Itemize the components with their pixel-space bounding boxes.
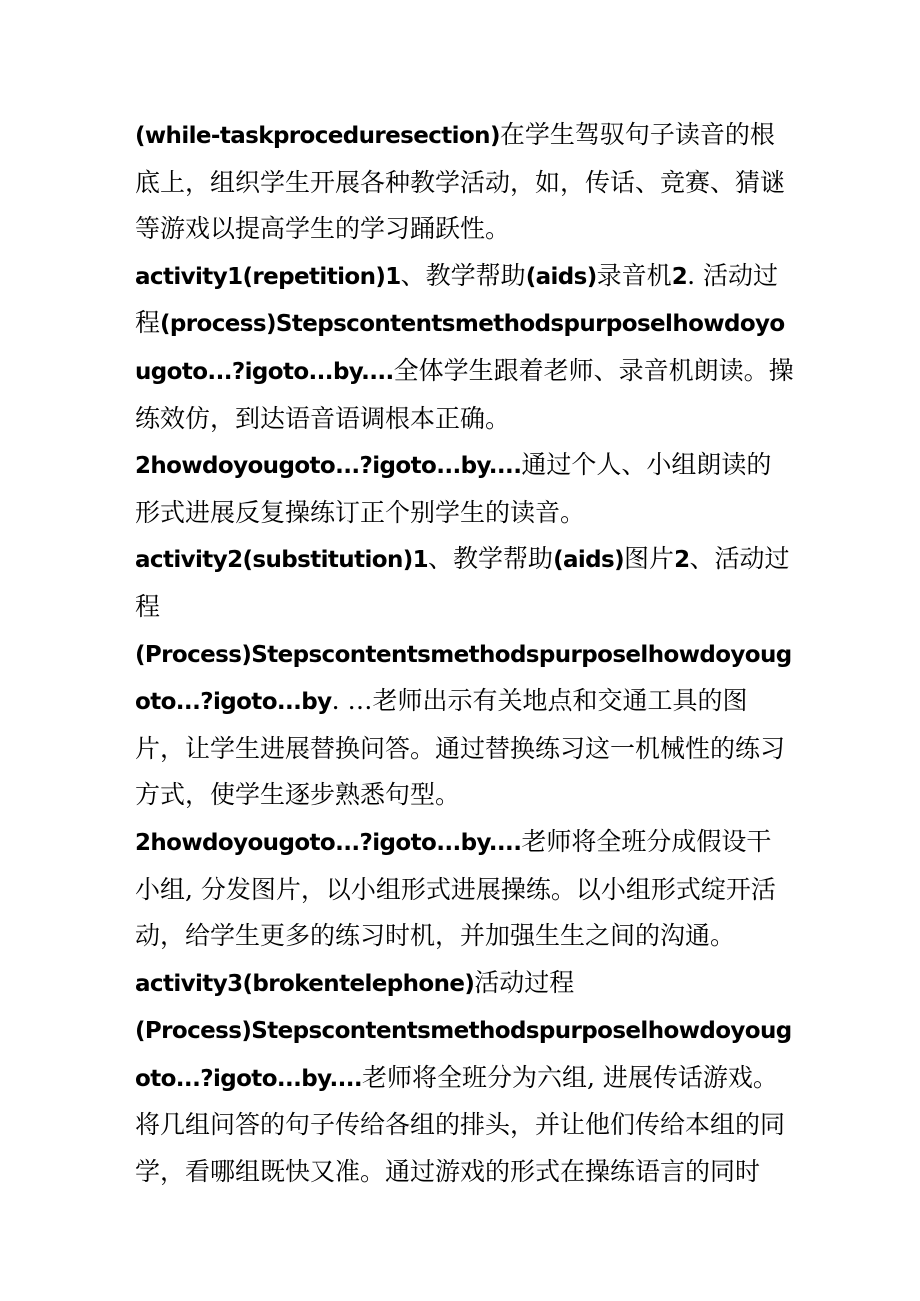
text-run: 2: [671, 263, 688, 290]
text-run: 活动过程: [474, 967, 575, 997]
paragraph-activity1: [135, 253, 795, 442]
text-run: 全体学生跟着老师、录音机朗读。操练效仿，到达语音语调根本正确。: [135, 355, 794, 433]
text-run: 老师将全班分成假设干小组, 分发图片，以小组形式进展操练。以小组形式绽开活动，给学生更多的练习时机，并加强生生之间的沟通。: [135, 826, 776, 951]
paragraph-activity3-process: [135, 1007, 795, 1195]
text-run: 2howdoyougoto...?igoto...by....: [135, 829, 522, 856]
text-run: 2: [674, 547, 690, 574]
text-run: 老师将全班分为六组, 进展传话游戏。将几组问答的句子传给各组的排头，并让他们传给本组的同学，看哪组既快又准。通过游戏的形式在操练语言的同时: [135, 1062, 786, 1187]
text-run: 通过个人、小组朗读的形式进展反复操练订正个别学生的读音。: [135, 450, 772, 527]
text-run: 、活动过程: [135, 544, 790, 621]
text-run: activity3(brokentelephone): [135, 970, 475, 997]
text-run: (aids): [553, 547, 625, 574]
text-run: . 活动过程: [135, 260, 778, 338]
paragraph-while-task-section: [135, 112, 795, 253]
text-run: . …老师出示有关地点和交通工具的图片，让学生进展替换问答。通过替换练习这一机械性的练习方式，使学生逐步熟悉句型。: [135, 686, 786, 810]
text-run: 录音机: [596, 260, 672, 290]
text-run: 2howdoyougoto...?igoto...by....: [135, 453, 522, 480]
text-run: (Process)Stepscontentsmethodspurposelhowdoyougoto...?igoto...by: [135, 641, 792, 716]
document-body: [135, 112, 795, 1196]
paragraph-activity2-step2: [135, 819, 795, 960]
paragraph-activity2: [135, 536, 795, 630]
text-run: 在学生驾驭句子读音的根底上，组织学生开展各种教学活动，如，传话、竞赛、猜谜等游戏以提高学生的学习踊跃性。: [135, 120, 786, 244]
text-run: activity2(substitution)1: [135, 547, 429, 574]
text-run: (process)Stepscontentsmethodspurposelhowdoyougoto...?igoto...by....: [135, 311, 785, 385]
text-run: (Process)Stepscontentsmethodspurposelhowdoyougoto...?igoto...by....: [135, 1018, 792, 1092]
text-run: 、教学帮助: [400, 260, 526, 290]
paragraph-activity1-step2: [135, 442, 795, 536]
text-run: (while-taskproceduresection): [135, 123, 500, 149]
paragraph-activity3: [135, 960, 795, 1008]
text-run: 、教学帮助: [428, 544, 554, 574]
text-run: (aids): [525, 263, 597, 290]
text-run: 图片: [624, 544, 675, 574]
text-run: activity1(repetition)1: [135, 263, 401, 290]
paragraph-activity2-process: [135, 631, 795, 819]
